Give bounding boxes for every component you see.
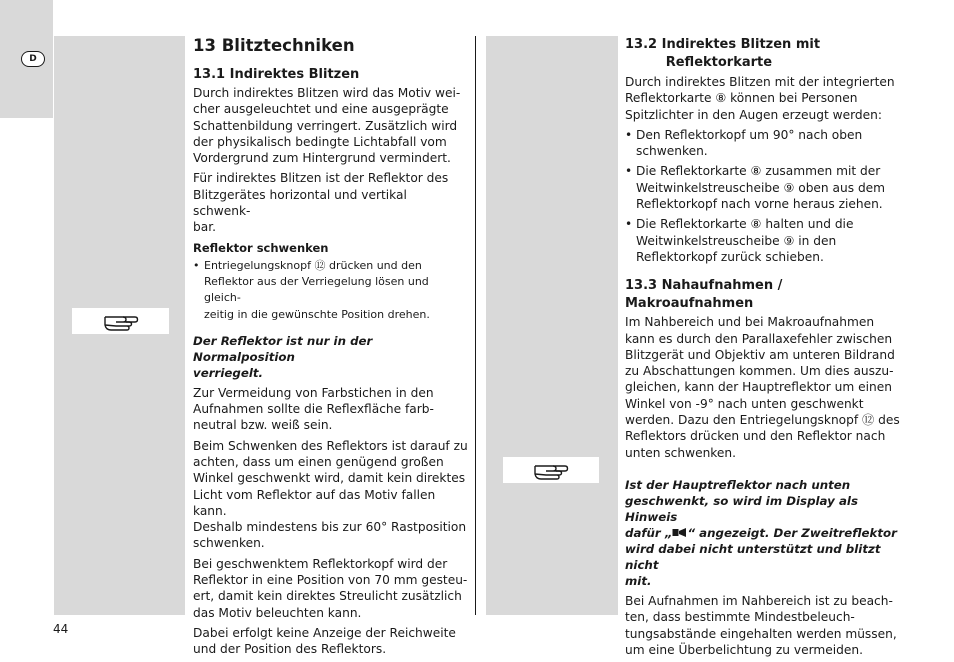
side-tab	[0, 0, 53, 118]
note-text-end: “ angezeigt. Der Zweitreflektor wird dabei nicht unterstützt und blitzt nicht mit.	[625, 525, 897, 588]
right-text-column	[625, 36, 903, 662]
note-marker-right	[503, 457, 599, 483]
paragraph: Durch indirektes Blitzen wird das Motiv wei- cher ausgeleuchtet und eine ausgeprägte Schattenbildung verringert. Zusätzlich wird der physikalisch bedingte Lichtabfall vom Vordergrund zum Hintergrund vermindert.	[193, 86, 461, 166]
instruction-list	[193, 258, 468, 323]
paragraph: Für indirektes Blitzen ist der Reflektor des Blitzgerätes horizontal und vertikal schwenk- bar.	[193, 171, 449, 235]
page-number: 44	[53, 622, 69, 636]
close-up-flash-icon	[672, 527, 687, 538]
paragraph: Zur Vermeidung von Farbstichen in den Aufnahmen sollte die Reflexfläche farb- neutral bzw. weiß sein.	[193, 385, 434, 433]
paragraph: Im Nahbereich und bei Makroaufnahmen kann es durch den Parallaxefehler zwischen Blitzgerät und Objektiv am unteren Bildrand zu Abschattungen kommen. Um dies auszu- gleichen, kann der Hauptreflektor um einen Winkel von -9° nach unten geschwenkt werden. Dazu den Entriegelungsknopf ⑫ des Reflektors drücken und den Reflektor nach unten schwenken.	[625, 315, 900, 460]
list-item: • Den Reflektorkopf um 90° nach oben schwenken.	[625, 127, 903, 160]
list-item: • Die Reflektorkarte ⑧ halten und die Weitwinkelstreuscheibe ⑨ in den Reflektorkopf zurück schieben.	[625, 216, 903, 265]
note-marker-left	[72, 308, 169, 334]
list-item: • Entriegelungsknopf ⑫ drücken und den Reflektor aus der Verriegelung lösen und gleich- zeitig in die gewünschte Position drehen.	[193, 258, 468, 323]
section-heading-13-1: 13.1 Indirektes Blitzen	[193, 67, 360, 82]
pointing-hand-icon	[533, 460, 569, 480]
right-margin-column	[486, 36, 618, 615]
subheading-reflektor-schwenken: Reflektor schwenken	[193, 240, 329, 255]
column-divider	[475, 36, 476, 615]
paragraph: Dabei erfolgt keine Anzeige der Reichweite und der Position des Reflektors.	[193, 625, 456, 657]
paragraph: Beim Schwenken des Reflektors ist darauf zu achten, dass um einen genügend großen Winkel geschwenkt wird, damit kein direktes Licht vom Reflektor auf das Motiv fallen kann. Deshalb mindestens bis zur 60° Rastposition schwenken.	[193, 438, 468, 551]
paragraph: Bei Aufnahmen im Nahbereich ist zu beach- ten, dass bestimmte Mindestbeleuch- tungsabstände eingehalten werden müssen, um eine Überbelichtung zu vermeiden.	[625, 593, 897, 657]
note-text	[625, 477, 903, 589]
list-item: • Die Reflektorkarte ⑧ zusammen mit der Weitwinkelstreuscheibe ⑨ oben aus dem Reflektorkopf nach vorne heraus ziehen.	[625, 163, 903, 212]
chapter-heading: 13 Blitztechniken	[193, 36, 355, 55]
language-badge: D	[21, 51, 45, 67]
left-text-column	[193, 36, 468, 662]
paragraph: Durch indirektes Blitzen mit der integrierten Reflektorkarte ⑧ können bei Personen Spitzlichter in den Augen erzeugt werden:	[625, 75, 895, 122]
instruction-list	[625, 127, 903, 265]
pointing-hand-icon	[103, 311, 139, 331]
paragraph: Bei geschwenktem Reflektorkopf wird der Reflektor in eine Position von 70 mm gesteu- ert, damit kein direktes Streulicht zusätzlich das Motiv beleuchten kann.	[193, 556, 468, 620]
note-text: Der Reflektor ist nur in der Normalposition verriegelt.	[193, 333, 373, 380]
section-heading-13-3: 13.3 Nahaufnahmen / Makroaufnahmen	[625, 278, 783, 312]
note-text-start: Ist der Hauptreflektor nach unten geschwenkt, so wird im Display als Hinweis dafür „	[625, 477, 858, 540]
section-heading-13-2: 13.2 Indirektes Blitzen mit Reflektorkarte	[625, 37, 821, 70]
